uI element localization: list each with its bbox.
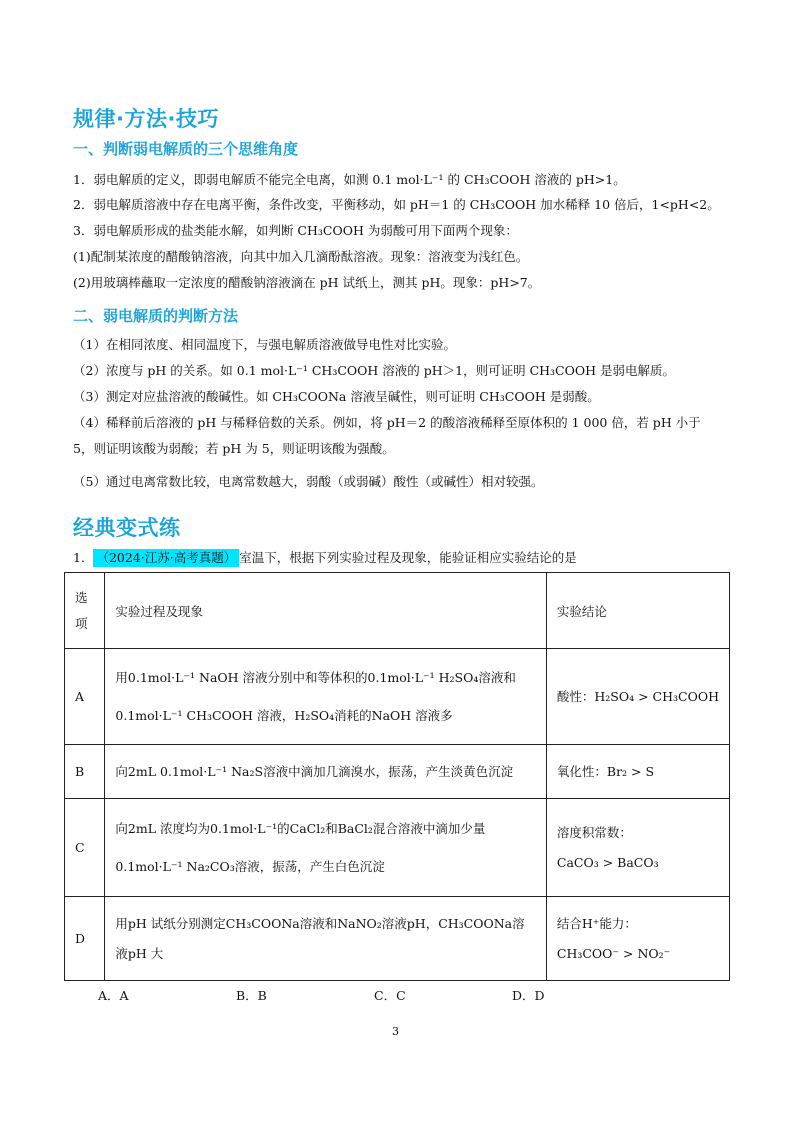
row-option: A (65, 649, 105, 745)
header-option: 选项 (65, 573, 105, 649)
section-title-rules: 规律·方法·技巧 (73, 107, 219, 131)
table-row (65, 745, 730, 799)
header-conclusion: 实验结论 (546, 573, 729, 649)
row-process: 向2mL 浓度均为0.1mol·L⁻¹的CaCl₂和BaCl₂混合溶液中滴加少量 0.1mol·L⁻¹ Na₂CO₃溶液，振荡，产生白色沉淀 (105, 799, 546, 897)
question-stem (73, 549, 577, 567)
answer-choices (98, 986, 650, 1004)
paragraph-line: (1)配制某浓度的醋酸钠溶液，向其中加入几滴酚酞溶液。现象：溶液变为浅红色。 (73, 249, 529, 264)
paragraph-line: 2．弱电解质溶液中存在电离平衡，条件改变，平衡移动，如 pH＝1 的 CH₃COOH 加水稀释 10 倍后，1<pH<2。 (73, 197, 720, 212)
table-row (65, 799, 730, 897)
table-row (65, 649, 730, 745)
row-conclusion: 结合H⁺能力： CH₃COO⁻ > NO₂⁻ (546, 897, 729, 981)
subsection-title-2: 二、弱电解质的判断方法 (73, 307, 239, 325)
paragraph-line: （2）浓度与 pH 的关系。如 0.1 mol·L⁻¹ CH₃COOH 溶液的 pH＞1，则可证明 CH₃COOH 是弱电解质。 (73, 363, 675, 378)
row-conclusion: 酸性：H₂SO₄ > CH₃COOH (546, 649, 729, 745)
paragraph-line: （5）通过电离常数比较，电离常数越大，弱酸（或弱碱）酸性（或碱性）相对较强。 (73, 474, 544, 489)
question-source-tag: （2024·江苏·高考真题） (93, 549, 239, 567)
table-header-row (65, 573, 730, 649)
paragraph-line: 1．弱电解质的定义，即弱电解质不能完全电离，如测 0.1 mol·L⁻¹ 的 CH₃COOH 溶液的 pH>1。 (73, 172, 626, 187)
paragraph-line: （3）测定对应盐溶液的酸碱性。如 CH₃COONa 溶液呈碱性，则可证明 CH₃COOH 是弱酸。 (73, 389, 600, 404)
row-process: 用0.1mol·L⁻¹ NaOH 溶液分别中和等体积的0.1mol·L⁻¹ H₂SO₄溶液和 0.1mol·L⁻¹ CH₃COOH 溶液，H₂SO₄消耗的NaOH 溶液多 (105, 649, 546, 745)
row-process: 向2mL 0.1mol·L⁻¹ Na₂S溶液中滴加几滴溴水，振荡，产生淡黄色沉淀 (105, 745, 546, 799)
subsection-title-1: 一、判断弱电解质的三个思维角度 (73, 140, 299, 158)
choice-c[interactable]: C．C (374, 988, 406, 1003)
choice-d[interactable]: D．D (512, 988, 545, 1003)
row-conclusion: 氧化性：Br₂ > S (546, 745, 729, 799)
table-row (65, 897, 730, 981)
experiment-table (64, 572, 730, 981)
page-number: 3 (392, 1025, 399, 1038)
paragraph-wrapped: （4）稀释前后溶液的 pH 与稀释倍数的关系。例如，将 pH＝2 的酸溶液稀释至原体积的 1 000 倍，若 pH 小于 5，则证明该酸为弱酸；若 pH 为 5，则证明该酸为强酸。 (73, 415, 701, 456)
row-conclusion: 溶度积常数： CaCO₃ > BaCO₃ (546, 799, 729, 897)
choice-a[interactable]: A．A (98, 988, 129, 1003)
section-title-practice: 经典变式练 (73, 516, 181, 540)
question-number: 1． (73, 550, 94, 565)
row-option: B (65, 745, 105, 799)
row-option: C (65, 799, 105, 897)
row-process: 用pH 试纸分别测定CH₃COONa溶液和NaNO₂溶液pH，CH₃COONa溶 液pH 大 (105, 897, 546, 981)
question-text: 室温下，根据下列实验过程及现象，能验证相应实验结论的是 (239, 550, 577, 565)
paragraph-line: （1）在相同浓度、相同温度下，与强电解质溶液做导电性对比实验。 (73, 337, 456, 352)
paragraph-line: (2)用玻璃棒蘸取一定浓度的醋酸钠溶液滴在 pH 试纸上，测其 pH。现象：pH>7。 (73, 275, 541, 290)
paragraph-line: 3．弱电解质形成的盐类能水解，如判断 CH₃COOH 为弱酸可用下面两个现象： (73, 223, 518, 238)
choice-b[interactable]: B．B (236, 988, 267, 1003)
row-option: D (65, 897, 105, 981)
header-process: 实验过程及现象 (105, 573, 546, 649)
